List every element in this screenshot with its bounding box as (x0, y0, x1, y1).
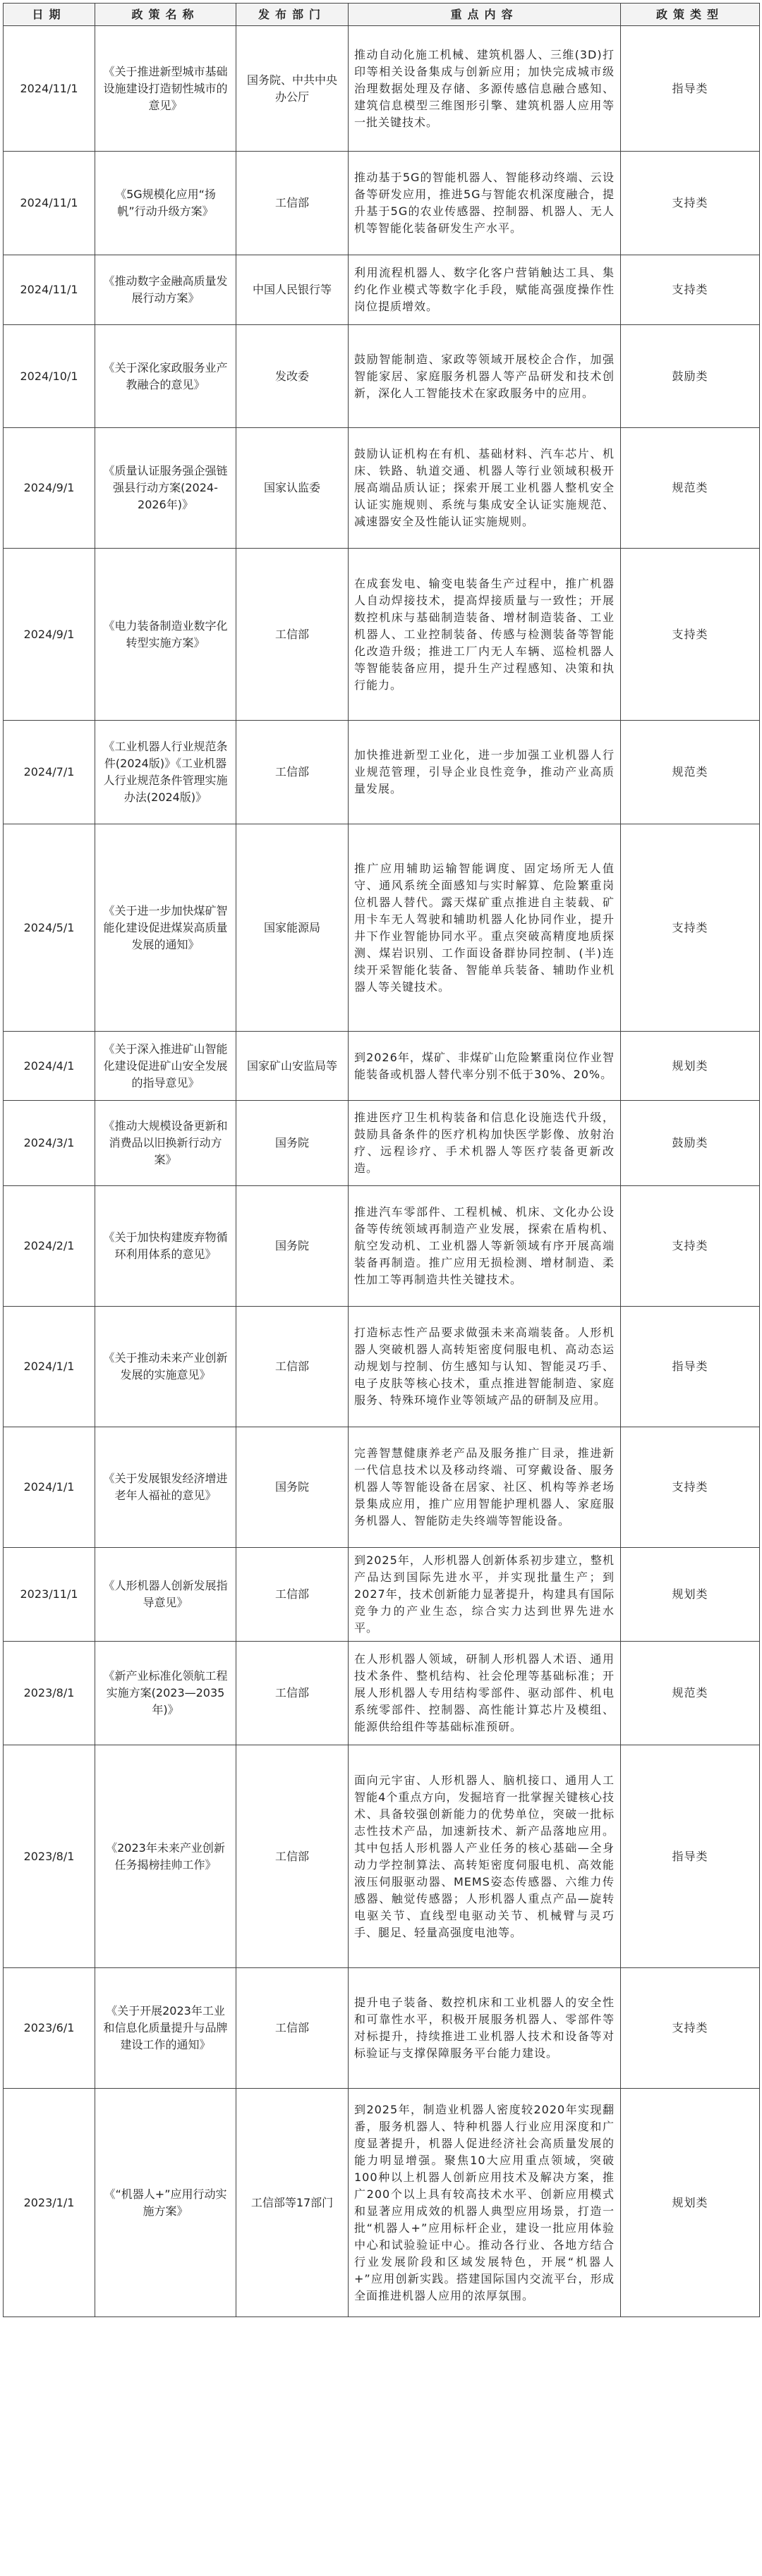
table-row (4, 2089, 760, 2317)
cell-policy-name: 《电力装备制造业数字化转型实施方案》 (95, 549, 236, 721)
table-row (4, 549, 760, 721)
cell-date: 2024/9/1 (4, 428, 95, 549)
table-row (4, 1307, 760, 1427)
cell-key-content: 推动自动化施工机械、建筑机器人、三维(3D)打印等相关设备集成与创新应用；加快完成城市级治理数据处理及存储、多源传感信息融合感知、建筑信息模型三维图形引擎、建筑机器人应用等一批关键技术。 (349, 26, 621, 152)
header-date: 日期 (4, 4, 95, 26)
cell-policy-type: 支持类 (621, 1968, 760, 2089)
header-row (4, 4, 760, 26)
table-row (4, 428, 760, 549)
cell-key-content: 打造标志性产品要求做强未来高端装备。人形机器人突破机器人高转矩密度伺服电机、高动态运动规划与控制、仿生感知与认知、智能灵巧手、电子皮肤等核心技术，重点推进智能制造、家庭服务、特殊环境作业等领域产品的研制及应用。 (349, 1307, 621, 1427)
cell-key-content: 推广应用辅助运输智能调度、固定场所无人值守、通风系统全面感知与实时解算、危险繁重岗位机器人替代。露天煤矿重点推进自主装载、矿用卡车无人驾驶和辅助机器人化协同作业，提升井下作业智能协同水平。重点突破高精度地质探测、煤岩识别、工作面设备群协同控制、(半)连续开采智能化装备、智能单兵装备、辅助作业机器人等关键技术。 (349, 824, 621, 1032)
cell-policy-type: 支持类 (621, 1427, 760, 1548)
cell-policy-type: 支持类 (621, 152, 760, 255)
cell-policy-type: 规划类 (621, 2089, 760, 2317)
cell-policy-name: 《新产业标准化领航工程实施方案(2023—2035年)》 (95, 1642, 236, 1745)
table-row (4, 1745, 760, 1968)
table-row (4, 1032, 760, 1101)
cell-policy-type: 鼓励类 (621, 325, 760, 428)
cell-policy-name: 《质量认证服务强企强链强县行动方案(2024-2026年)》 (95, 428, 236, 549)
cell-department: 工信部等17部门 (236, 2089, 349, 2317)
cell-department: 工信部 (236, 1745, 349, 1968)
policy-table (3, 3, 760, 2317)
cell-policy-type: 规划类 (621, 1548, 760, 1642)
cell-key-content: 鼓励认证机构在有机、基础材料、汽车芯片、机床、铁路、轨道交通、机器人等行业领域积极开展高端品质认证；探索开展工业机器人整机安全认证实施规则、系统与集成安全认证实施规范、减速器安全及性能认证实施规则。 (349, 428, 621, 549)
table-row (4, 1427, 760, 1548)
cell-policy-name: 《推动数字金融高质量发展行动方案》 (95, 255, 236, 325)
cell-department: 工信部 (236, 1307, 349, 1427)
table-row (4, 721, 760, 824)
cell-department: 工信部 (236, 1642, 349, 1745)
header-name: 政策名称 (95, 4, 236, 26)
cell-key-content: 完善智慧健康养老产品及服务推广目录，推进新一代信息技术以及移动终端、可穿戴设备、服务机器人等智能设备在居家、社区、机构等养老场景集成应用，推广应用智能护理机器人、家庭服务机器人、智能防走失终端等智能设备。 (349, 1427, 621, 1548)
cell-policy-name: 《5G规模化应用“扬帆”行动升级方案》 (95, 152, 236, 255)
cell-department: 工信部 (236, 721, 349, 824)
cell-key-content: 鼓励智能制造、家政等领域开展校企合作，加强智能家居、家庭服务机器人等产品研发和技术创新，深化人工智能技术在家政服务中的应用。 (349, 325, 621, 428)
cell-policy-name: 《2023年未来产业创新任务揭榜挂帅工作》 (95, 1745, 236, 1968)
cell-policy-name: 《关于深化家政服务业产教融合的意见》 (95, 325, 236, 428)
cell-policy-type: 指导类 (621, 1745, 760, 1968)
cell-key-content: 到2025年，人形机器人创新体系初步建立，整机产品达到国际先进水平，并实现批量生产；到2027年，技术创新能力显著提升，构建具有国际竞争力的产业生态，综合实力达到世界先进水平。 (349, 1548, 621, 1642)
cell-policy-name: 《关于加快构建废弃物循环利用体系的意见》 (95, 1186, 236, 1307)
cell-date: 2024/11/1 (4, 26, 95, 152)
cell-department: 工信部 (236, 549, 349, 721)
cell-date: 2023/6/1 (4, 1968, 95, 2089)
cell-key-content: 到2026年，煤矿、非煤矿山危险繁重岗位作业智能装备或机器人替代率分别不低于30%、20%。 (349, 1032, 621, 1101)
cell-date: 2024/2/1 (4, 1186, 95, 1307)
cell-policy-type: 规范类 (621, 721, 760, 824)
table-row (4, 824, 760, 1032)
cell-key-content: 到2025年，制造业机器人密度较2020年实现翻番，服务机器人、特种机器人行业应用深度和广度显著提升，机器人促进经济社会高质量发展的能力明显增强。聚焦10大应用重点领域，突破100种以上机器人创新应用技术及解决方案，推广200个以上具有较高技术水平、创新应用模式和显著应用成效的机器人典型应用场景，打造一批“机器人+”应用标杆企业，建设一批应用体验中心和试验验证中心。推动各行业、各地方结合行业发展阶段和区域发展特色，开展“机器人+”应用创新实践。搭建国际国内交流平台，形成全面推进机器人应用的浓厚氛围。 (349, 2089, 621, 2317)
cell-policy-type: 支持类 (621, 549, 760, 721)
cell-policy-type: 规范类 (621, 1642, 760, 1745)
cell-policy-type: 支持类 (621, 1186, 760, 1307)
cell-date: 2023/1/1 (4, 2089, 95, 2317)
cell-policy-type: 规范类 (621, 428, 760, 549)
table-row (4, 26, 760, 152)
cell-date: 2024/3/1 (4, 1101, 95, 1186)
cell-policy-name: 《关于推进新型城市基础设施建设打造韧性城市的意见》 (95, 26, 236, 152)
cell-policy-name: 《人形机器人创新发展指导意见》 (95, 1548, 236, 1642)
cell-department: 国务院 (236, 1186, 349, 1307)
cell-key-content: 利用流程机器人、数字化客户营销触达工具、集约化作业模式等数字化手段，赋能高强度操作性岗位提质增效。 (349, 255, 621, 325)
cell-key-content: 在成套发电、输变电装备生产过程中，推广机器人自动焊接技术，提高焊接质量与一致性；开展数控机床与基础制造装备、增材制造装备、工业机器人、工业控制装备、传感与检测装备等智能化改造升级；推进工厂内无人车辆、巡检机器人等智能装备应用，提升生产过程感知、决策和执行能力。 (349, 549, 621, 721)
cell-key-content: 推进医疗卫生机构装备和信息化设施迭代升级，鼓励具备条件的医疗机构加快医学影像、放射治疗、远程诊疗、手术机器人等医疗装备更新改造。 (349, 1101, 621, 1186)
cell-department: 工信部 (236, 152, 349, 255)
cell-policy-name: 《“机器人+”应用行动实施方案》 (95, 2089, 236, 2317)
table-row (4, 1101, 760, 1186)
table-row (4, 1548, 760, 1642)
cell-policy-name: 《关于推动未来产业创新发展的实施意见》 (95, 1307, 236, 1427)
table-header (4, 4, 760, 26)
cell-department: 国务院、中共中央办公厅 (236, 26, 349, 152)
table-body (4, 26, 760, 2317)
cell-policy-name: 《关于进一步加快煤矿智能化建设促进煤炭高质量发展的通知》 (95, 824, 236, 1032)
cell-policy-type: 支持类 (621, 255, 760, 325)
cell-date: 2024/7/1 (4, 721, 95, 824)
cell-department: 国家能源局 (236, 824, 349, 1032)
cell-policy-type: 指导类 (621, 1307, 760, 1427)
cell-date: 2023/11/1 (4, 1548, 95, 1642)
cell-department: 国务院 (236, 1427, 349, 1548)
cell-date: 2024/1/1 (4, 1427, 95, 1548)
cell-policy-type: 规划类 (621, 1032, 760, 1101)
cell-department: 发改委 (236, 325, 349, 428)
cell-date: 2024/9/1 (4, 549, 95, 721)
table-row (4, 255, 760, 325)
cell-date: 2024/11/1 (4, 255, 95, 325)
header-dept: 发布部门 (236, 4, 349, 26)
cell-key-content: 推动基于5G的智能机器人、智能移动终端、云设备等研发应用，推进5G与智能农机深度融合，提升基于5G的农业传感器、控制器、机器人、无人机等智能化装备研发生产水平。 (349, 152, 621, 255)
cell-policy-name: 《关于深入推进矿山智能化建设促进矿山安全发展的指导意见》 (95, 1032, 236, 1101)
cell-key-content: 推进汽车零部件、工程机械、机床、文化办公设备等传统领域再制造产业发展，探索在盾构机、航空发动机、工业机器人等新领域有序开展高端装备再制造。推广应用无损检测、增材制造、柔性加工等再制造共性关键技术。 (349, 1186, 621, 1307)
table-row (4, 1642, 760, 1745)
header-content: 重点内容 (349, 4, 621, 26)
cell-policy-type: 指导类 (621, 26, 760, 152)
table-row (4, 1186, 760, 1307)
cell-department: 国家认监委 (236, 428, 349, 549)
cell-policy-type: 鼓励类 (621, 1101, 760, 1186)
cell-key-content: 提升电子装备、数控机床和工业机器人的安全性和可靠性水平，积极开展服务机器人、零部件等对标提升，持续推进工业机器人技术和设备等对标验证与支撑保障服务平台能力建设。 (349, 1968, 621, 2089)
cell-department: 工信部 (236, 1968, 349, 2089)
cell-policy-name: 《推动大规模设备更新和消费品以旧换新行动方案》 (95, 1101, 236, 1186)
cell-date: 2023/8/1 (4, 1642, 95, 1745)
cell-policy-name: 《关于开展2023年工业和信息化质量提升与品牌建设工作的通知》 (95, 1968, 236, 2089)
cell-department: 国家矿山安监局等 (236, 1032, 349, 1101)
table-row (4, 325, 760, 428)
cell-department: 工信部 (236, 1548, 349, 1642)
cell-department: 国务院 (236, 1101, 349, 1186)
cell-date: 2024/1/1 (4, 1307, 95, 1427)
cell-key-content: 在人形机器人领域，研制人形机器人术语、通用技术条件、整机结构、社会伦理等基础标准；开展人形机器人专用结构零部件、驱动部件、机电系统零部件、控制器、高性能计算芯片及模组、能源供给组件等基础标准预研。 (349, 1642, 621, 1745)
cell-date: 2024/10/1 (4, 325, 95, 428)
cell-date: 2023/8/1 (4, 1745, 95, 1968)
table-row (4, 152, 760, 255)
cell-key-content: 面向元宇宙、人形机器人、脑机接口、通用人工智能4个重点方向，发掘培育一批掌握关键核心技术、具备较强创新能力的优势单位，突破一批标志性技术产品，加速新技术、新产品落地应用。其中包括人形机器人产业任务的核心基础—全身动力学控制算法、高转矩密度伺服电机、高效能液压伺服驱动器、MEMS姿态传感器、六维力传感器、触觉传感器；人形机器人重点产品—旋转电驱关节、直线型电驱动关节、机械臂与灵巧手、腿足、轻量高强度电池等。 (349, 1745, 621, 1968)
cell-key-content: 加快推进新型工业化，进一步加强工业机器人行业规范管理，引导企业良性竞争，推动产业高质量发展。 (349, 721, 621, 824)
cell-date: 2024/11/1 (4, 152, 95, 255)
cell-date: 2024/4/1 (4, 1032, 95, 1101)
cell-policy-name: 《工业机器人行业规范条件(2024版)》《工业机器人行业规范条件管理实施办法(2024版)》 (95, 721, 236, 824)
header-type: 政策类型 (621, 4, 760, 26)
cell-department: 中国人民银行等 (236, 255, 349, 325)
table-row (4, 1968, 760, 2089)
cell-policy-name: 《关于发展银发经济增进老年人福祉的意见》 (95, 1427, 236, 1548)
cell-policy-type: 支持类 (621, 824, 760, 1032)
cell-date: 2024/5/1 (4, 824, 95, 1032)
